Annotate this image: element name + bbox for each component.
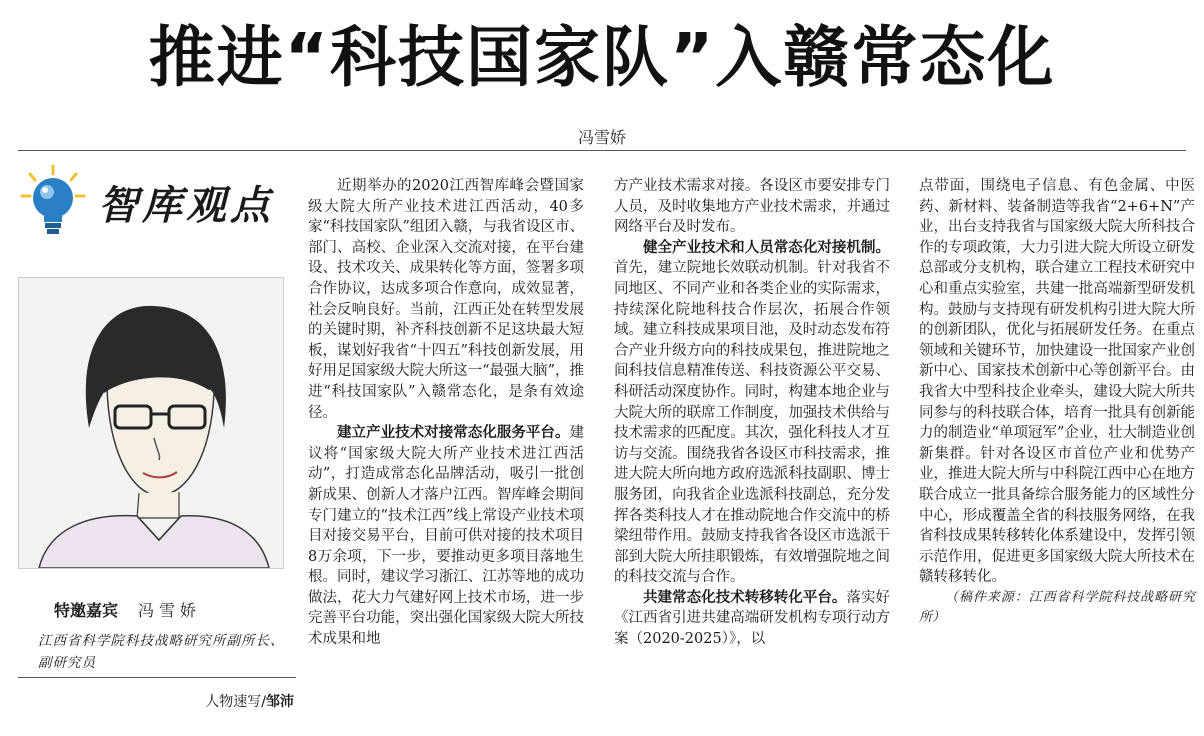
article-column-1	[308, 176, 584, 650]
paragraph-text: 建议将“国家级大院大所产业技术进江西活动”，打造成常态化品牌活动，吸引一批创新成果、创新人才落户江西。智库峰会期间专门建立的“技术江西”线上常设产业技术项目对接交易平台，目前可供对接的技术项目8万余项，下一步，要推动更多项目落地生根。同时，建议学习浙江、江苏等地的成功做法，花大力气建好网上技术市场，进一步完善平台功能，突出强化国家级大院大所技术成果和地	[308, 425, 584, 648]
guest-label: 特邀嘉宾	[54, 601, 119, 620]
section-heading: 建立产业技术对接常态化服务平台。	[337, 425, 570, 442]
credit-label: 人物速写/	[205, 694, 266, 710]
column-logo	[20, 160, 300, 250]
guest-name: 冯雪娇	[138, 601, 202, 620]
article-author: 冯雪娇	[577, 128, 626, 147]
paragraph-text: 落实好《江西省引进共建高端研发机构专项行动方案（2020-2025）》，以	[614, 589, 890, 648]
section-heading: 健全产业技术和人员常态化对接机制。	[643, 239, 890, 256]
paragraph-text: 首先，建立院地长效联动机制。针对我省不同地区、不同产业和各类企业的实际需求，持续深化院地科技合作层次，拓展合作领域。建立科技成果项目池，及时动态发布符合产业升级方向的科技成果包，推进院地之间科技信息精准传送、科技资源公平交易、科研活动深度协作。同时，构建本地企业与大院大所的联席工作制度，加强技术供给与技术需求的匹配度。其次，强化科技人才互访与交流。围绕我省各设区市科技需求，推进大院大所向地方政府选派科技副职、博士服务团，向我省企业选派科技副总，充分发挥各类科技人才在推动院地合作交流中的桥梁纽带作用。鼓励支持我省各设区市选派干部到大院大所挂职锻炼，有效增强院地之间的科技交流与合作。	[614, 260, 890, 586]
source-note: （稿件来源：江西省科学院科技战略研究所）	[919, 589, 1195, 626]
sketch-portrait	[18, 277, 284, 569]
section-heading: 共建常态化技术转移转化平台。	[643, 589, 847, 606]
sidebar	[18, 152, 300, 736]
page-title: 推进“科技国家队”入赣常态化	[148, 19, 1056, 96]
paragraph	[308, 423, 584, 650]
lightbulb-icon	[20, 164, 86, 244]
article-column-2	[614, 176, 890, 650]
sidebar-divider	[18, 677, 296, 678]
illustration-credit	[205, 692, 294, 712]
column-logo-text: 智库观点	[98, 183, 274, 229]
guest-heading	[54, 600, 201, 622]
header-divider	[18, 150, 1186, 151]
paragraph	[614, 588, 890, 650]
paragraph: 方产业技术需求对接。各设区市要安排专门人员，及时收集地方产业技术需求，并通过网络平台及时发布。	[614, 178, 890, 236]
paragraph: 近期举办的2020江西智库峰会暨国家级大院大所产业技术进江西活动，40多家“科技国家队”组团入赣，与我省设区市、部门、高校、企业深入交流对接，在平台建设、技术攻关、成果转化等方面，签署多项合作协议，达成多项合作意向，成效显著，社会反响良好。当前，江西正处在转型发展的关键时期，补齐科技创新不足这块最大短板，谋划好我省“十四五”科技创新发展，用好用足国家级大院大所这一“最强大脑”，推进“科技国家队”入赣常态化，是条有效途径。	[308, 178, 584, 421]
credit-name: 邹沛	[266, 694, 294, 710]
guest-title: 江西省科学院科技战略研究所副所长、副研究员	[38, 633, 285, 671]
paragraph: 点带面，围绕电子信息、有色金属、中医药、新材料、装备制造等我省“2+6+N”产业，出台支持我省与国家级大院大所科技合作的专项政策，大力引进大院大所设立研发总部或分支机构，联合建立工程技术研究中心和重点实验室，共建一批高端新型研发机构。鼓励与支持现有研发机构引进大院大所的创新团队，优化与拓展研发任务。在重点领域和关键环节，加快建设一批国家产业创新中心、国家技术创新中心等创新平台。由我省大中型科技企业牵头，建设大院大所共同参与的科技联合体，培育一批具有创新能力的制造业“单项冠军”企业，壮大制造业创新集群。针对各设区市首位产业和优势产业，推进大院大所与中科院江西中心在地方联合成立一批具备综合服务能力的区域性分中心，形成覆盖全省的科技服务网络，在我省科技成果转移转化体系建设中，发挥引领示范作用，促进更多国家级大院大所技术在赣转移转化。	[919, 178, 1195, 586]
paragraph	[614, 238, 890, 588]
article-column-3	[919, 176, 1195, 629]
